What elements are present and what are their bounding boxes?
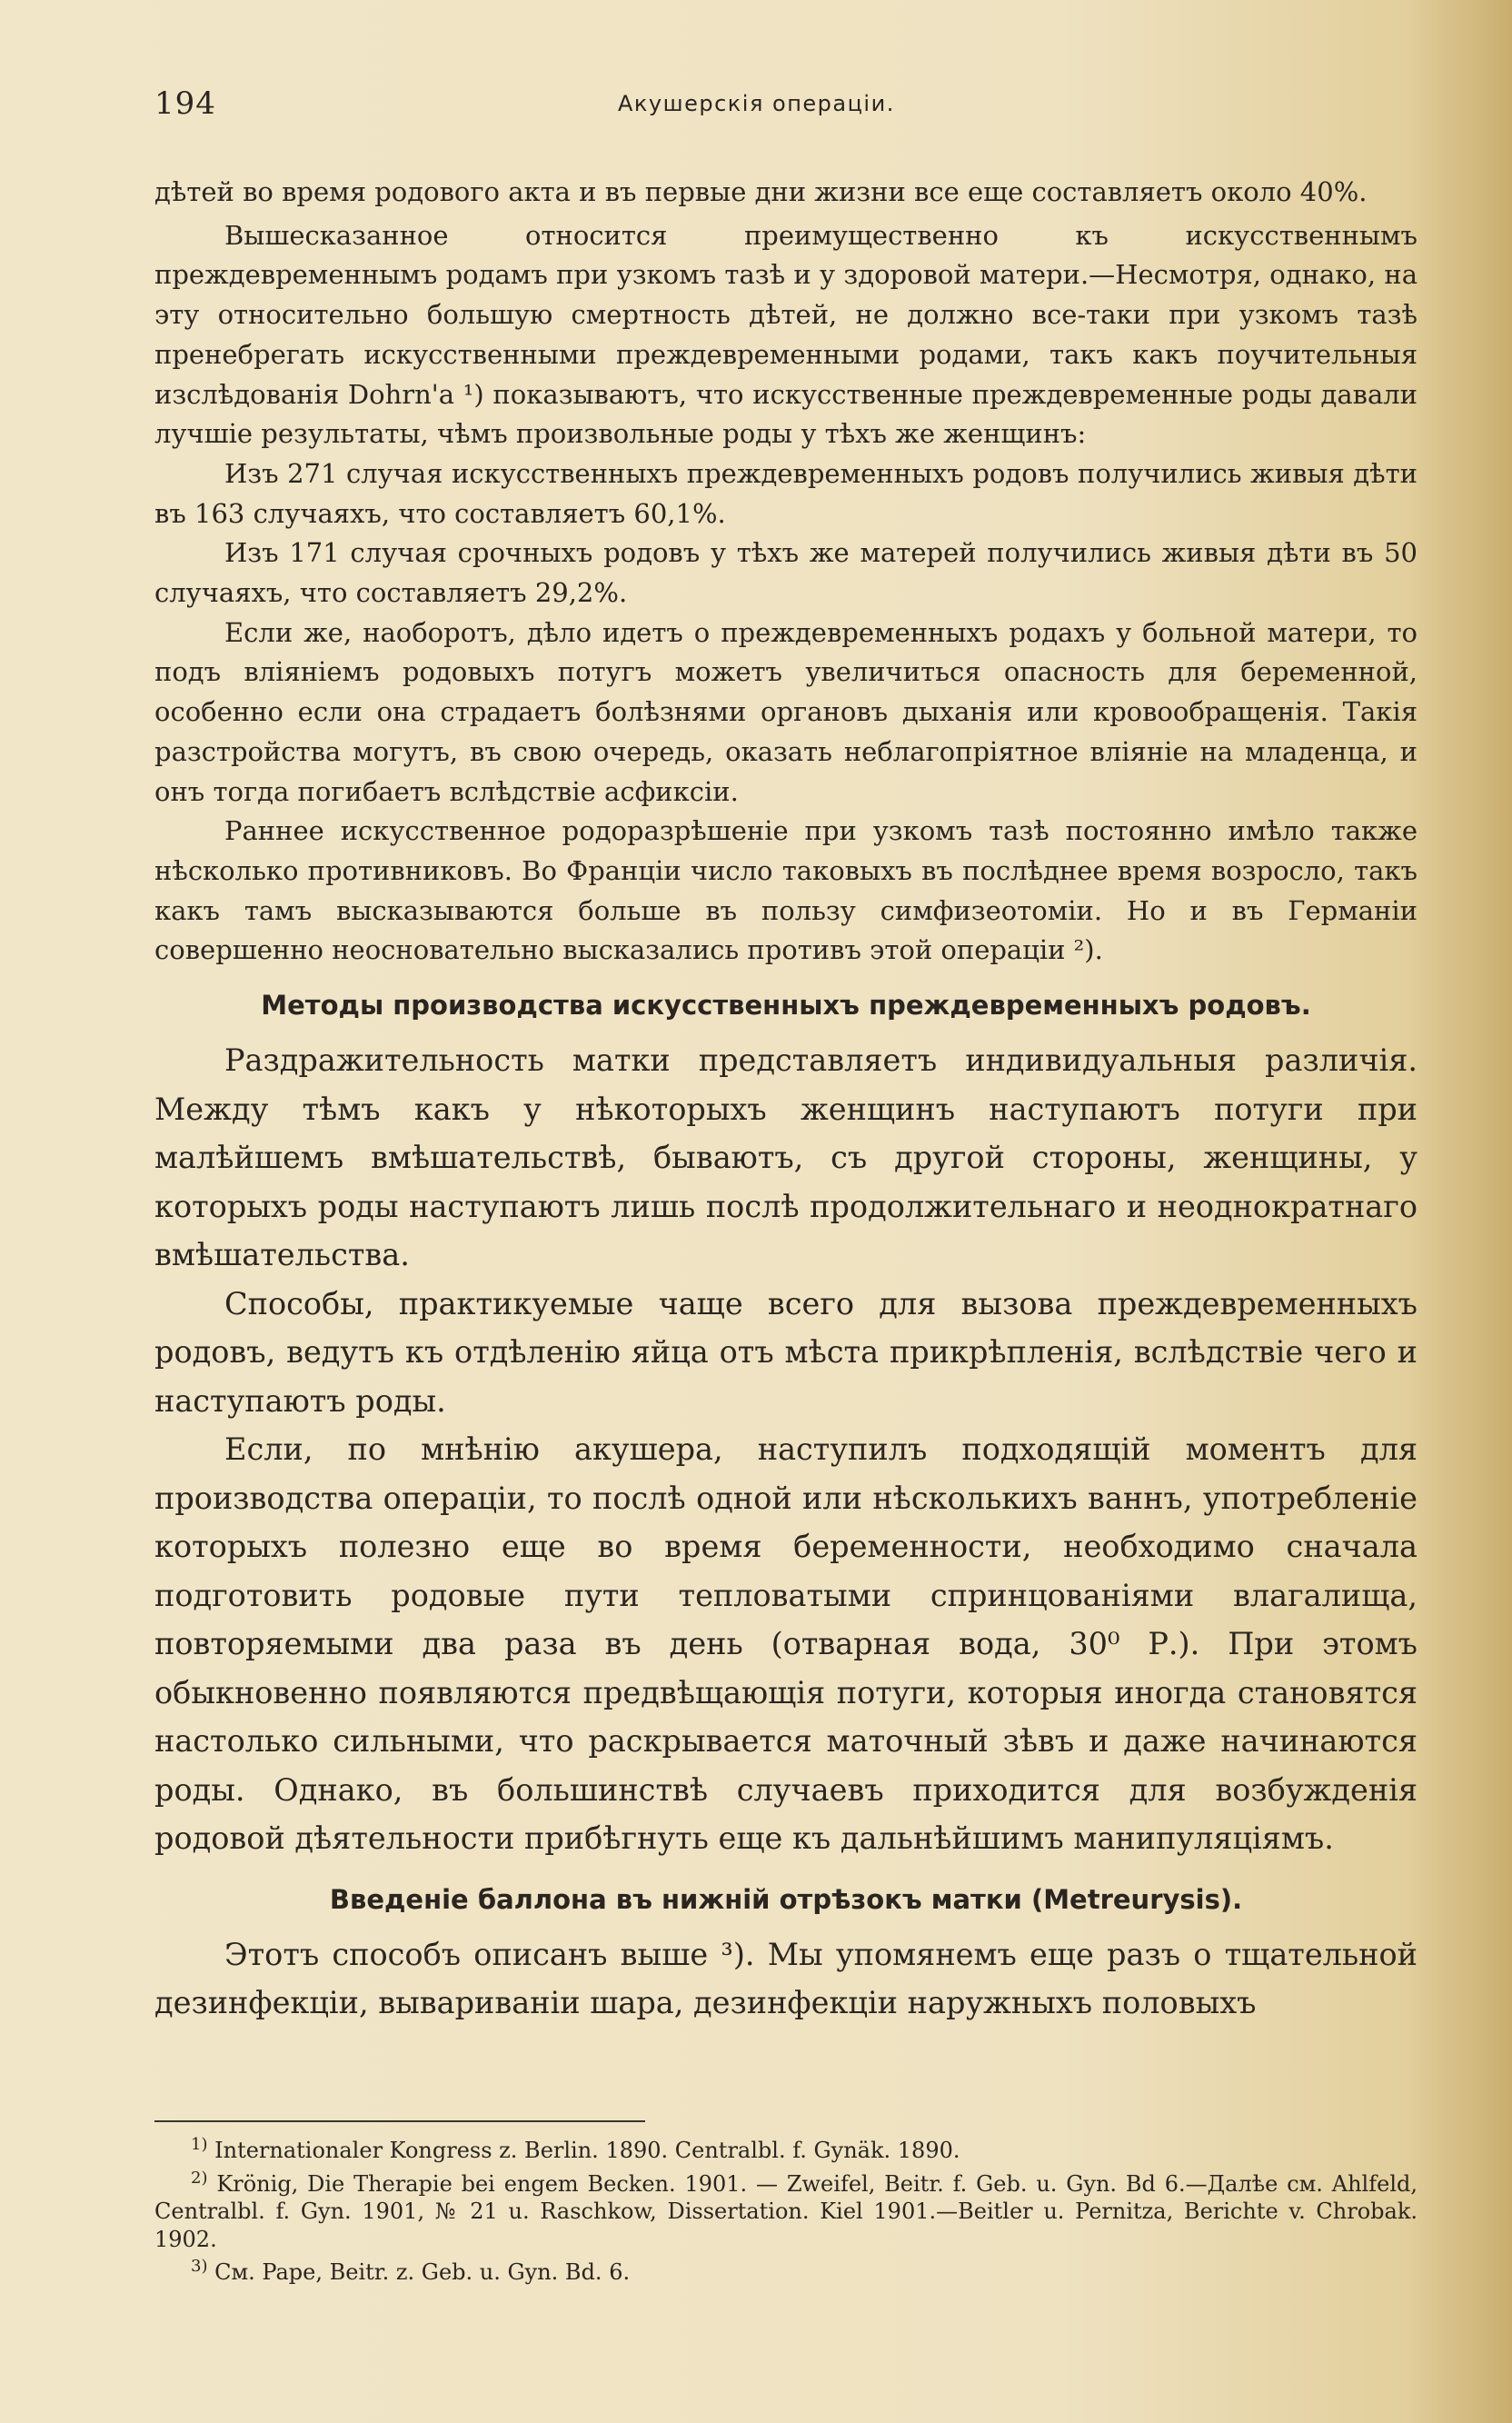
paragraph: Вышесказанное относится преимущественно къ искусственнымъ преждевременнымъ родамъ при узкомъ тазѣ и у здоровой матери.—Несмотря, однако, на эту относительно большую смертность дѣтей, не должно все-таки при узкомъ тазѣ пренебрегать искусственными преждевременными родами, такъ какъ поучительныя изслѣдованія Dohrn'a ¹) показываютъ, что искусственные преждевременные роды давали лучшіе результаты, чѣмъ произвольные роды у тѣхъ же женщинъ: [154,219,1418,450]
running-head: Акушерскія операціи. [618,91,895,116]
paragraph: Раздражительность матки представляетъ индивидуальныя различія. Между тѣмъ какъ у нѣкоторыхъ женщинъ наступаютъ потуги при малѣйшемъ вмѣшательствѣ, бываютъ, съ другой стороны, женщины, у которыхъ роды наступаютъ лишь послѣ продолжительнаго и неоднократнаго вмѣшательства. [154,1042,1418,1273]
footnotes [154,2131,1418,2287]
section-heading: Введеніе баллона въ нижній отрѣзокъ матки (Metreurysis). [329,1883,1243,1915]
page-number: 194 [154,85,216,122]
page-header [154,80,1418,135]
footnote [154,2131,1418,2165]
footnote [154,2165,1418,2254]
footnote-divider [154,2120,645,2122]
paragraph: Если же, наоборотъ, дѣло идетъ о преждевременныхъ родахъ у больной матери, то подъ вліяніемъ родовыхъ потугъ можетъ увеличиться опасность для беременной, особенно если она страдаетъ болѣзнями органовъ дыханія или кровообращенія. Такія разстройства могутъ, въ свою очередь, оказать неблагопріятное вліяніе на младенца, и онъ тогда погибаетъ вслѣдствіе асфиксіи. [154,616,1418,807]
page-body [154,173,1418,2028]
paragraph: Изъ 171 случая срочныхъ родовъ у тѣхъ же матерей получились живыя дѣти въ 50 случаяхъ, что составляетъ 29,2%. [154,537,1418,609]
footnote-text: Krönig, Die Therapie bei engem Becken. 1901. — Zweifel, Beitr. f. Geb. u. Gyn. Bd 6.—Далѣе см. Ahlfeld, Centralbl. f. Gyn. 1901, № 21 u. Raschkow, Dissertation. Kiel 1901.—Beitler u. Pernitza, Berichte v. Chrobak. 1902. [154,2170,1418,2252]
footnote [154,2253,1418,2287]
footnote-text: См. Pape, Beitr. z. Geb. u. Gyn. Bd. 6. [214,2259,631,2285]
paragraph: Раннее искусственное родоразрѣшеніе при узкомъ тазѣ постоянно имѣло также нѣсколько противниковъ. Во Франціи число таковыхъ въ послѣднее время возросло, такъ какъ тамъ высказываются больше въ пользу симфизеотоміи. Но и въ Германіи совершенно неосновательно высказались противъ этой операціи ²). [154,815,1418,966]
paragraph: дѣтей во время родового акта и въ первые дни жизни все еще составляетъ около 40%. [154,176,1368,207]
footnote-text: Internationaler Kongress z. Berlin. 1890. Centralbl. f. Gynäk. 1890. [214,2138,960,2163]
paragraph: Изъ 271 случая искусственныхъ преждевременныхъ родовъ получились живыя дѣти въ 163 случаяхъ, что составляетъ 60,1%. [154,457,1418,529]
small-type-section [154,173,1418,971]
large-type-section [154,1930,1418,2028]
paragraph: Способы, практикуемые чаще всего для вызова преждевременныхъ родовъ, ведутъ къ отдѣленію яйца отъ мѣста прикрѣпленія, вслѣдствіе чего и наступаютъ роды. [154,1285,1418,1419]
footnote-marker: 2) [191,2168,208,2188]
section-heading: Методы производства искусственныхъ преждевременныхъ родовъ. [261,990,1311,1022]
paragraph: Если, по мнѣнію акушера, наступилъ подходящій моментъ для производства операціи, то послѣ одной или нѣсколькихъ ваннъ, употребленіе которыхъ полезно еще во время беременности, необходимо сначала подготовить родовые пути тепловатыми спринцованіями влагалища, повторяемыми два раза въ день (отварная вода, 30⁰ Р.). При этомъ обыкновенно появляются предвѣщающія потуги, которыя иногда становятся настолько сильными, что раскрывается маточный зѣвъ и даже начинаются роды. Однако, въ большинствѣ случаевъ приходится для возбужденія родовой дѣятельности прибѣгнуть еще къ дальнѣйшимъ манипуляціямъ. [154,1431,1418,1857]
large-type-section [154,1036,1418,1863]
footnote-marker: 3) [191,2257,208,2276]
paragraph: Этотъ способъ описанъ выше ³). Мы упомянемъ еще разъ о тщательной дезинфекціи, вывариваніи шара, дезинфекціи наружныхъ половыхъ [154,1936,1418,2021]
footnote-marker: 1) [191,2135,208,2154]
